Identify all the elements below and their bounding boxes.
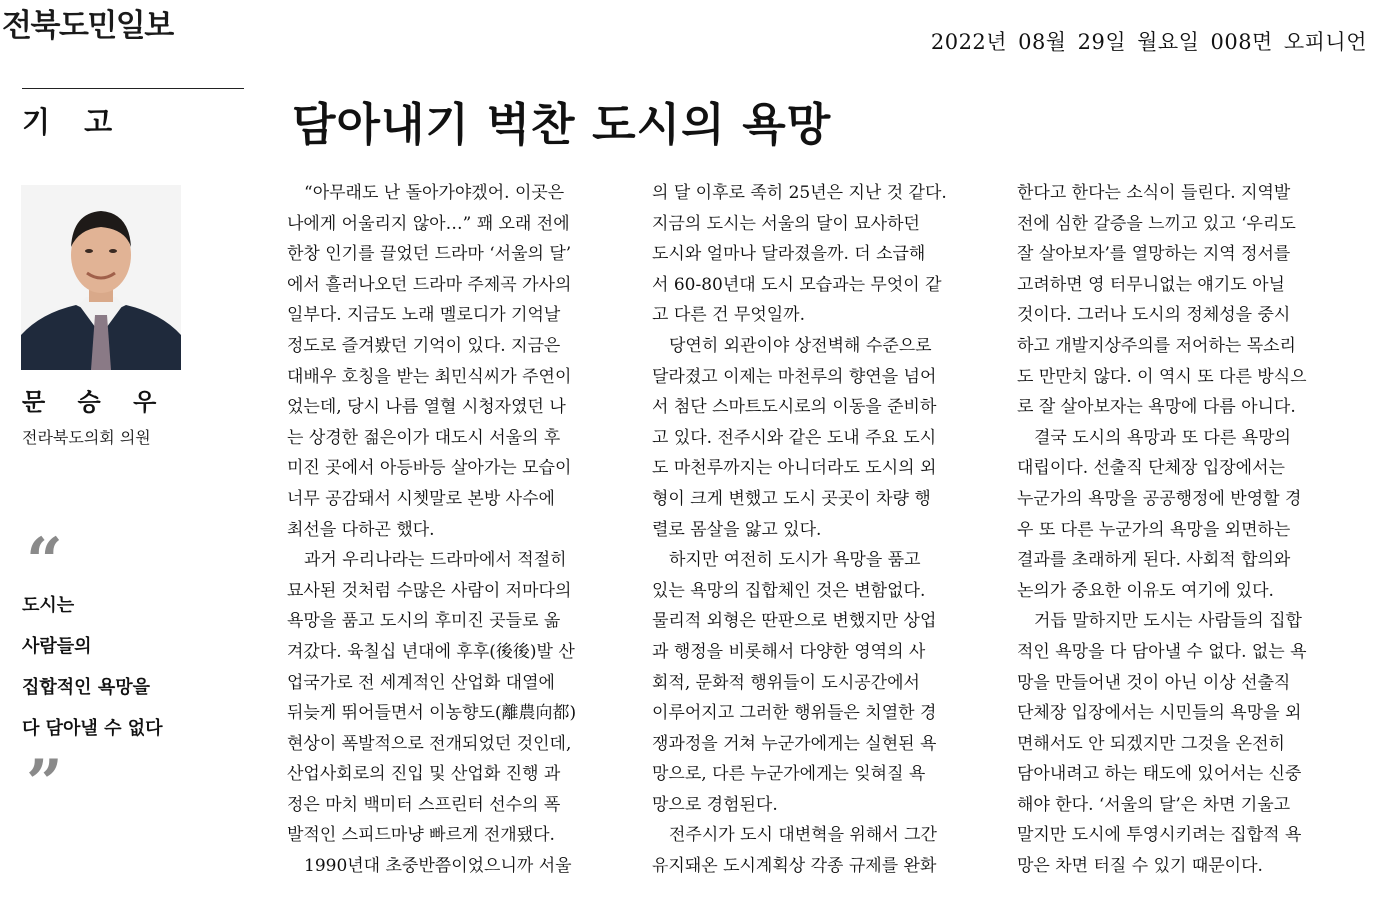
body-text-line: 너무 공감돼서 시쳇말로 본방 사수에 [287, 488, 555, 509]
body-text-line: 뒤늦게 뛰어들면서 이농향도(離農向都) [287, 703, 577, 724]
section-divider [22, 88, 244, 89]
body-text-line: 도시와 얼마나 달라졌을까. 더 소급해 [652, 244, 926, 265]
body-text-line: 결과를 초래하게 된다. 사회적 합의와 [1017, 550, 1291, 571]
body-text-line: 고 다른 건 무엇일까. [652, 305, 805, 326]
body-text-line: 1990년대 초중반쯤이었으니까 서울 [287, 856, 572, 877]
author-title: 전라북도의회 의원 [22, 428, 151, 447]
author-name: 문 승 우 [22, 388, 169, 416]
pull-quote-line: 사람들의 [22, 636, 92, 657]
body-text-line: 에서 흘러나오던 드라마 주제곡 가사의 [287, 274, 572, 295]
article-column-2 [652, 178, 988, 882]
dateline-day: 29일 [1077, 30, 1127, 54]
body-text-line: “아무래도 난 돌아가야겠어. 이곳은 [287, 183, 565, 203]
body-text-line: 단체장 입장에서는 시민들의 욕망을 외 [1017, 703, 1302, 724]
body-text-line: 산업사회로의 진입 및 산업화 진행 과 [287, 764, 561, 785]
body-text-line: 잘 살아보자’를 열망하는 지역 정서를 [1017, 244, 1291, 265]
body-text-line: 면해서도 안 되겠지만 그것을 온전히 [1017, 733, 1285, 754]
body-text-line: 최선을 다하곤 했다. [287, 519, 435, 540]
pull-quote-line: 도시는 [22, 595, 75, 616]
body-text-line: 이루어지고 그러한 행위들은 치열한 경 [652, 703, 937, 724]
dateline-weekday: 월요일 [1137, 30, 1200, 54]
body-text-line: 전주시가 도시 대변혁을 위해서 그간 [652, 825, 937, 846]
pull-quote-line: 다 담아낼 수 없다 [22, 718, 163, 739]
pull-quote-line: 집합적인 욕망을 [22, 677, 150, 698]
article-headline: 담아내기 벅찬 도시의 욕망 [292, 98, 832, 151]
body-text-line: 한다고 한다는 소식이 들린다. 지역발 [1017, 183, 1291, 203]
body-text-line: 서 첨단 스마트도시로의 이동을 준비하 [652, 397, 937, 418]
body-text-line: 일부다. 지금도 노래 멜로디가 기억날 [287, 305, 561, 326]
section-label: 기 고 [22, 105, 125, 139]
body-text-line: 과거 우리나라는 드라마에서 적절히 [287, 550, 567, 571]
body-text-line: 로 잘 살아보자는 욕망에 다름 아니다. [1017, 397, 1296, 418]
body-text-line: 대배우 호칭을 받는 최민식씨가 주연이 [287, 366, 572, 387]
body-text-line: 도 마천루까지는 아니더라도 도시의 외 [652, 458, 937, 479]
body-text-line: 발적인 스피드마냥 빠르게 전개됐다. [287, 825, 555, 846]
body-text-line: 묘사된 것처럼 수많은 사람이 저마다의 [287, 580, 572, 601]
body-text-line: 현상이 폭발적으로 전개되었던 것인데, [287, 733, 572, 754]
body-text-line: 는 상경한 젊은이가 대도시 서울의 후 [287, 427, 561, 448]
body-text-line: 것이다. 그러나 도시의 정체성을 중시 [1017, 305, 1291, 326]
body-text-line: 욕망을 품고 도시의 후미진 곳들로 옮 [287, 611, 561, 632]
body-text-line: 겨갔다. 육칠십 년대에 후후(後後)발 산 [287, 641, 575, 662]
dateline-month: 08월 [1018, 30, 1067, 54]
body-text-line: 도 만만치 않다. 이 역시 또 다른 방식으 [1017, 366, 1307, 387]
body-text-line: 누군가의 욕망을 공공행정에 반영할 경 [1017, 488, 1302, 509]
dateline-section: 오피니언 [1283, 30, 1367, 54]
body-text-line: 물리적 외형은 딴판으로 변했지만 상업 [652, 611, 937, 632]
body-text-line: 었는데, 당시 나름 열혈 시청자였던 나 [287, 397, 566, 418]
body-text-line: 과 행정을 비롯해서 다양한 영역의 사 [652, 641, 926, 662]
author-photo [21, 185, 181, 370]
close-quote-icon: ” [26, 746, 63, 821]
body-text-line: 말지만 도시에 투영시키려는 집합적 욕 [1017, 825, 1302, 846]
body-text-line: 적인 욕망을 다 담아낼 수 없다. 없는 욕 [1017, 641, 1307, 662]
dateline [920, 26, 1367, 56]
body-text-line: 렬로 몸살을 앓고 있다. [652, 519, 822, 540]
body-text-line: 결국 도시의 욕망과 또 다른 욕망의 [1017, 427, 1291, 448]
body-text-line: 유지돼온 도시계획상 각종 규제를 완화 [652, 856, 937, 877]
body-text-line: 의 달 이후로 족히 25년은 지난 것 같다. [652, 183, 947, 203]
body-text-line: 있는 욕망의 집합체인 것은 변함없다. [652, 580, 926, 601]
dateline-year: 2022년 [930, 30, 1008, 54]
body-text-line: 업국가로 전 세계적인 산업화 대열에 [287, 672, 555, 693]
body-text-line: 쟁과정을 거쳐 누군가에게는 실현된 욕 [652, 733, 937, 754]
body-text-line: 달라졌고 이제는 마천루의 향연을 넘어 [652, 366, 937, 387]
newspaper-masthead: 전북도민일보 [2, 8, 173, 44]
body-text-line: 고 있다. 전주시와 같은 도내 주요 도시 [652, 427, 937, 448]
body-text-line: 전에 심한 갈증을 느끼고 있고 ‘우리도 [1017, 213, 1296, 234]
body-text-line: 미진 곳에서 아등바등 살아가는 모습이 [287, 458, 572, 479]
pull-quote [22, 589, 163, 753]
body-text-line: 논의가 중요한 이유도 여기에 있다. [1017, 580, 1274, 601]
article-column-3 [1017, 178, 1353, 882]
body-text-line: 나에게 어울리지 않아…” 꽤 오래 전에 [287, 213, 570, 234]
body-text-line: 담아내려고 하는 태도에 있어서는 신중 [1017, 764, 1302, 785]
body-text-line: 망으로, 다른 누군가에게는 잊혀질 욕 [652, 764, 926, 785]
body-text-line: 지금의 도시는 서울의 달이 묘사하던 [652, 213, 920, 234]
body-text-line: 대립이다. 선출직 단체장 입장에서는 [1017, 458, 1285, 479]
body-text-line: 하지만 여전히 도시가 욕망을 품고 [652, 550, 921, 571]
body-text-line: 한창 인기를 끌었던 드라마 ‘서울의 달’ [287, 244, 572, 265]
body-text-line: 망은 차면 터질 수 있기 때문이다. [1017, 856, 1263, 877]
dateline-page: 008면 [1210, 30, 1273, 54]
body-text-line: 우 또 다른 누군가의 욕망을 외면하는 [1017, 519, 1291, 540]
body-text-line: 하고 개발지상주의를 저어하는 목소리 [1017, 335, 1296, 356]
article-column-1 [287, 178, 623, 882]
body-text-line: 회적, 문화적 행위들이 도시공간에서 [652, 672, 920, 693]
body-text-line: 당연히 외관이야 상전벽해 수준으로 [652, 335, 932, 356]
body-text-line: 서 60-80년대 도시 모습과는 무엇이 같 [652, 274, 942, 295]
body-text-line: 형이 크게 변했고 도시 곳곳이 차량 행 [652, 488, 931, 509]
body-text-line: 망으로 경험된다. [652, 794, 778, 815]
body-text-line: 거듭 말하지만 도시는 사람들의 집합 [1017, 611, 1302, 632]
body-text-line: 정도로 즐겨봤던 기억이 있다. 지금은 [287, 335, 561, 356]
body-text-line: 망을 만들어낸 것이 아닌 이상 선출직 [1017, 672, 1291, 693]
body-text-line: 고려하면 영 터무니없는 얘기도 아닐 [1017, 274, 1285, 295]
body-text-line: 정은 마치 백미터 스프린터 선수의 폭 [287, 794, 561, 815]
open-quote-icon: “ [26, 524, 63, 599]
body-text-line: 해야 한다. ‘서울의 달’은 차면 기울고 [1017, 794, 1291, 815]
